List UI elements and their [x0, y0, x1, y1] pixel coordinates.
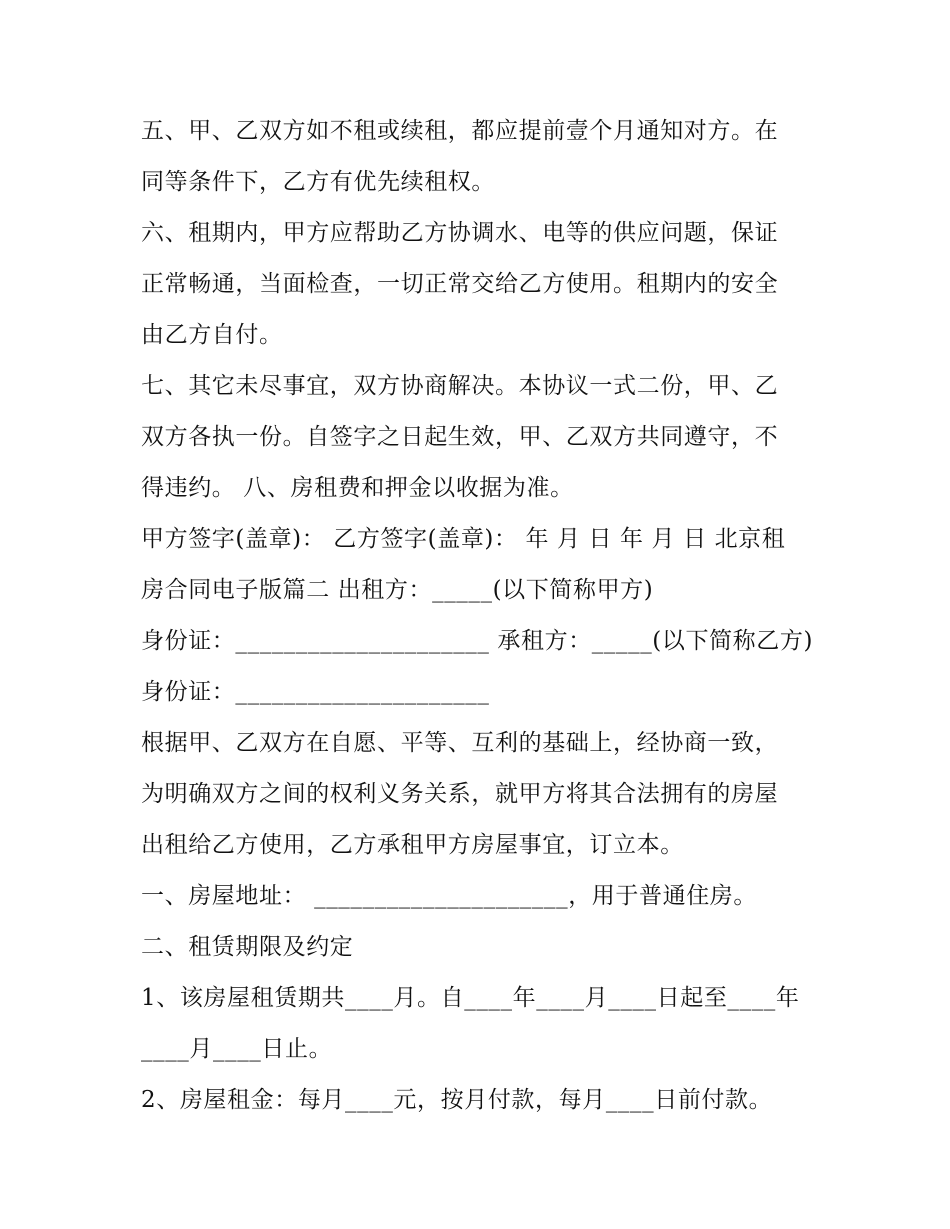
text-line: 双方各执一份。自签字之日起生效，甲、乙双方共同遵守，不: [141, 424, 779, 450]
address-line: 一、房屋地址： _____________________，用于普通住房。: [141, 883, 758, 909]
signature-line: 甲方签字(盖章)： 乙方签字(盖章)： 年 月 日 年 月 日 北京租: [141, 526, 786, 552]
text-line: 七、其它未尽事宜，双方协商解决。本协议一式二份，甲、乙: [141, 373, 779, 399]
lease-term-line: ____月____日止。: [141, 1036, 333, 1062]
id-card-line: 身份证：_____________________ 承租方：_____(以下简称乙方): [141, 628, 814, 654]
text-line: 正常畅通，当面检查，一切正常交给乙方使用。租期内的安全: [141, 271, 779, 297]
text-line: 根据甲、乙双方在自愿、平等、互利的基础上，经协商一致，: [141, 730, 779, 756]
text-line: 同等条件下，乙方有优先续租权。: [141, 169, 495, 195]
document-body: [141, 106, 831, 1126]
section-heading: 二、租赁期限及约定: [141, 934, 354, 960]
text-line: 由乙方自付。: [141, 322, 283, 348]
lease-term-line: 1、该房屋租赁期共____月。自____年____月____日起至____年: [141, 985, 800, 1011]
text-line: 为明确双方之间的权利义务关系，就甲方将其合法拥有的房屋: [141, 781, 779, 807]
id-card-line: 身份证：_____________________: [141, 679, 490, 705]
text-line: 五、甲、乙双方如不租或续租，都应提前壹个月通知对方。在: [141, 118, 779, 144]
text-line: 房合同电子版篇二 出租方：_____(以下简称甲方): [141, 577, 654, 603]
text-line: 出租给乙方使用，乙方承租甲方房屋事宜，订立本。: [141, 832, 684, 858]
text-line: 六、租期内，甲方应帮助乙方协调水、电等的供应问题，保证: [141, 220, 779, 246]
rent-line: 2、房屋租金：每月____元，按月付款，每月____日前付款。: [141, 1087, 773, 1113]
text-line: 得违约。 八、房租费和押金以收据为准。: [141, 475, 574, 501]
